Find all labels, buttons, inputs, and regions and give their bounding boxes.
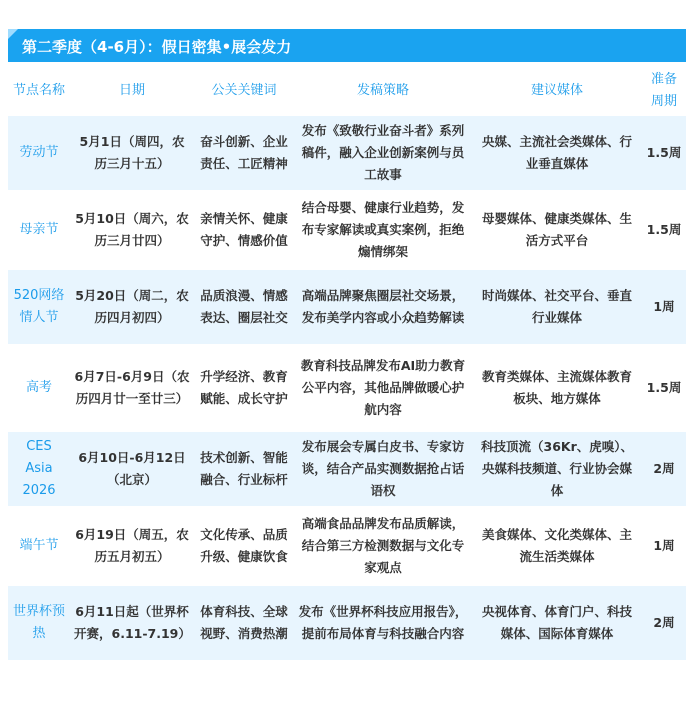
header-media: 建议媒体 [530,83,583,98]
keywords-cell: 品质浪漫、情感表达、圈层社交 [194,270,294,344]
strategy-cell: 发布《致敬行业奋斗者》系列稿件，融入企业创新案例与员工故事 [294,116,472,190]
banner-title: 第二季度（4-6月）：假日密集•展会发力 [22,38,292,56]
prep-cell: 1周 [653,538,675,553]
header-holiday: 节点名称 [12,83,65,98]
strategy-cell: 结合母婴、健康行业趋势，发布专家解读或真实案例，拒绝煽情绑架 [301,200,465,259]
table-body [8,116,686,660]
media-cell: 科技顶流（36Kr、虎嗅）、央媒科技频道、行业协会媒体 [472,432,642,506]
date-cell: 5月10日（周六，农历三月廿四） [75,211,189,248]
table-row [8,586,686,660]
corner-mark [8,29,18,39]
media-cell: 时尚媒体、社交平台、垂直行业媒体 [472,270,642,344]
holiday-cell: 高考 [25,380,52,395]
header-keywords: 公关关键词 [211,83,277,98]
header-date: 日期 [118,83,145,98]
holiday-cell: 世界杯预热 [8,586,70,660]
media-cell: 教育类媒体、主流媒体教育板块、地方媒体 [481,369,632,406]
media-cell: 央视体育、体育门户、科技媒体、国际体育媒体 [472,586,642,660]
media-cell: 美食媒体、文化类媒体、主流生活类媒体 [481,527,632,564]
strategy-cell: 发布展会专属白皮书、专家访谈，结合产品实测数据抢占话语权 [294,432,472,506]
table-row [8,116,686,190]
section-banner [8,29,686,62]
table-row [8,509,686,583]
media-cell: 央媒、主流社会类媒体、行业垂直媒体 [472,116,642,190]
table-row [8,193,686,267]
prep-cell: 2周 [642,586,686,660]
prep-cell: 2周 [642,432,686,506]
holiday-cell: 520网络情人节 [8,270,70,344]
keywords-cell: 文化传承、品质升级、健康饮食 [200,527,288,564]
prep-cell: 1.5周 [646,380,682,395]
keywords-cell: 技术创新、智能融合、行业标杆 [194,432,294,506]
keywords-cell: 体育科技、全球视野、消费热潮 [194,586,294,660]
date-cell: 5月1日（周四，农历三月十五） [70,116,194,190]
strategy-cell: 发布《世界杯科技应用报告》，提前布局体育与科技融合内容 [294,586,472,660]
strategy-cell: 教育科技品牌发布AI助力教育公平内容，其他品牌做暖心护航内容 [300,358,466,417]
prep-cell: 1.5周 [646,222,682,237]
table-header-row [8,66,686,116]
table-row [8,270,686,344]
date-cell: 6月19日（周五，农历五月初五） [75,527,189,564]
header-prep: 准备周期 [650,72,677,109]
table-row [8,432,686,506]
date-cell: 5月20日（周二，农历四月初四） [70,270,194,344]
holiday-cell: 劳动节 [8,116,70,190]
date-cell: 6月10日-6月12日（北京） [70,432,194,506]
header-strategy: 发稿策略 [356,83,409,98]
keywords-cell: 升学经济、教育赋能、成长守护 [200,369,288,406]
strategy-cell: 高端品牌聚焦圈层社交场景，发布美学内容或小众趋势解读 [294,270,472,344]
media-cell: 母婴媒体、健康类媒体、生活方式平台 [481,211,632,248]
holiday-cell: 端午节 [19,538,59,553]
prep-cell: 1.5周 [642,116,686,190]
pr-schedule-table [8,66,686,660]
keywords-cell: 亲情关怀、健康守护、情感价值 [200,211,288,248]
date-cell: 6月7日-6月9日（农历四月廿一至廿三） [74,369,190,406]
keywords-cell: 奋斗创新、企业责任、工匠精神 [194,116,294,190]
table-row [8,347,686,429]
holiday-cell: 母亲节 [19,222,59,237]
holiday-cell: CES Asia 2026 [8,432,70,506]
strategy-cell: 高端食品品牌发布品质解读，结合第三方检测数据与文化专家观点 [301,516,465,575]
date-cell: 6月11日起（世界杯开赛，6.11-7.19） [70,586,194,660]
prep-cell: 1周 [642,270,686,344]
